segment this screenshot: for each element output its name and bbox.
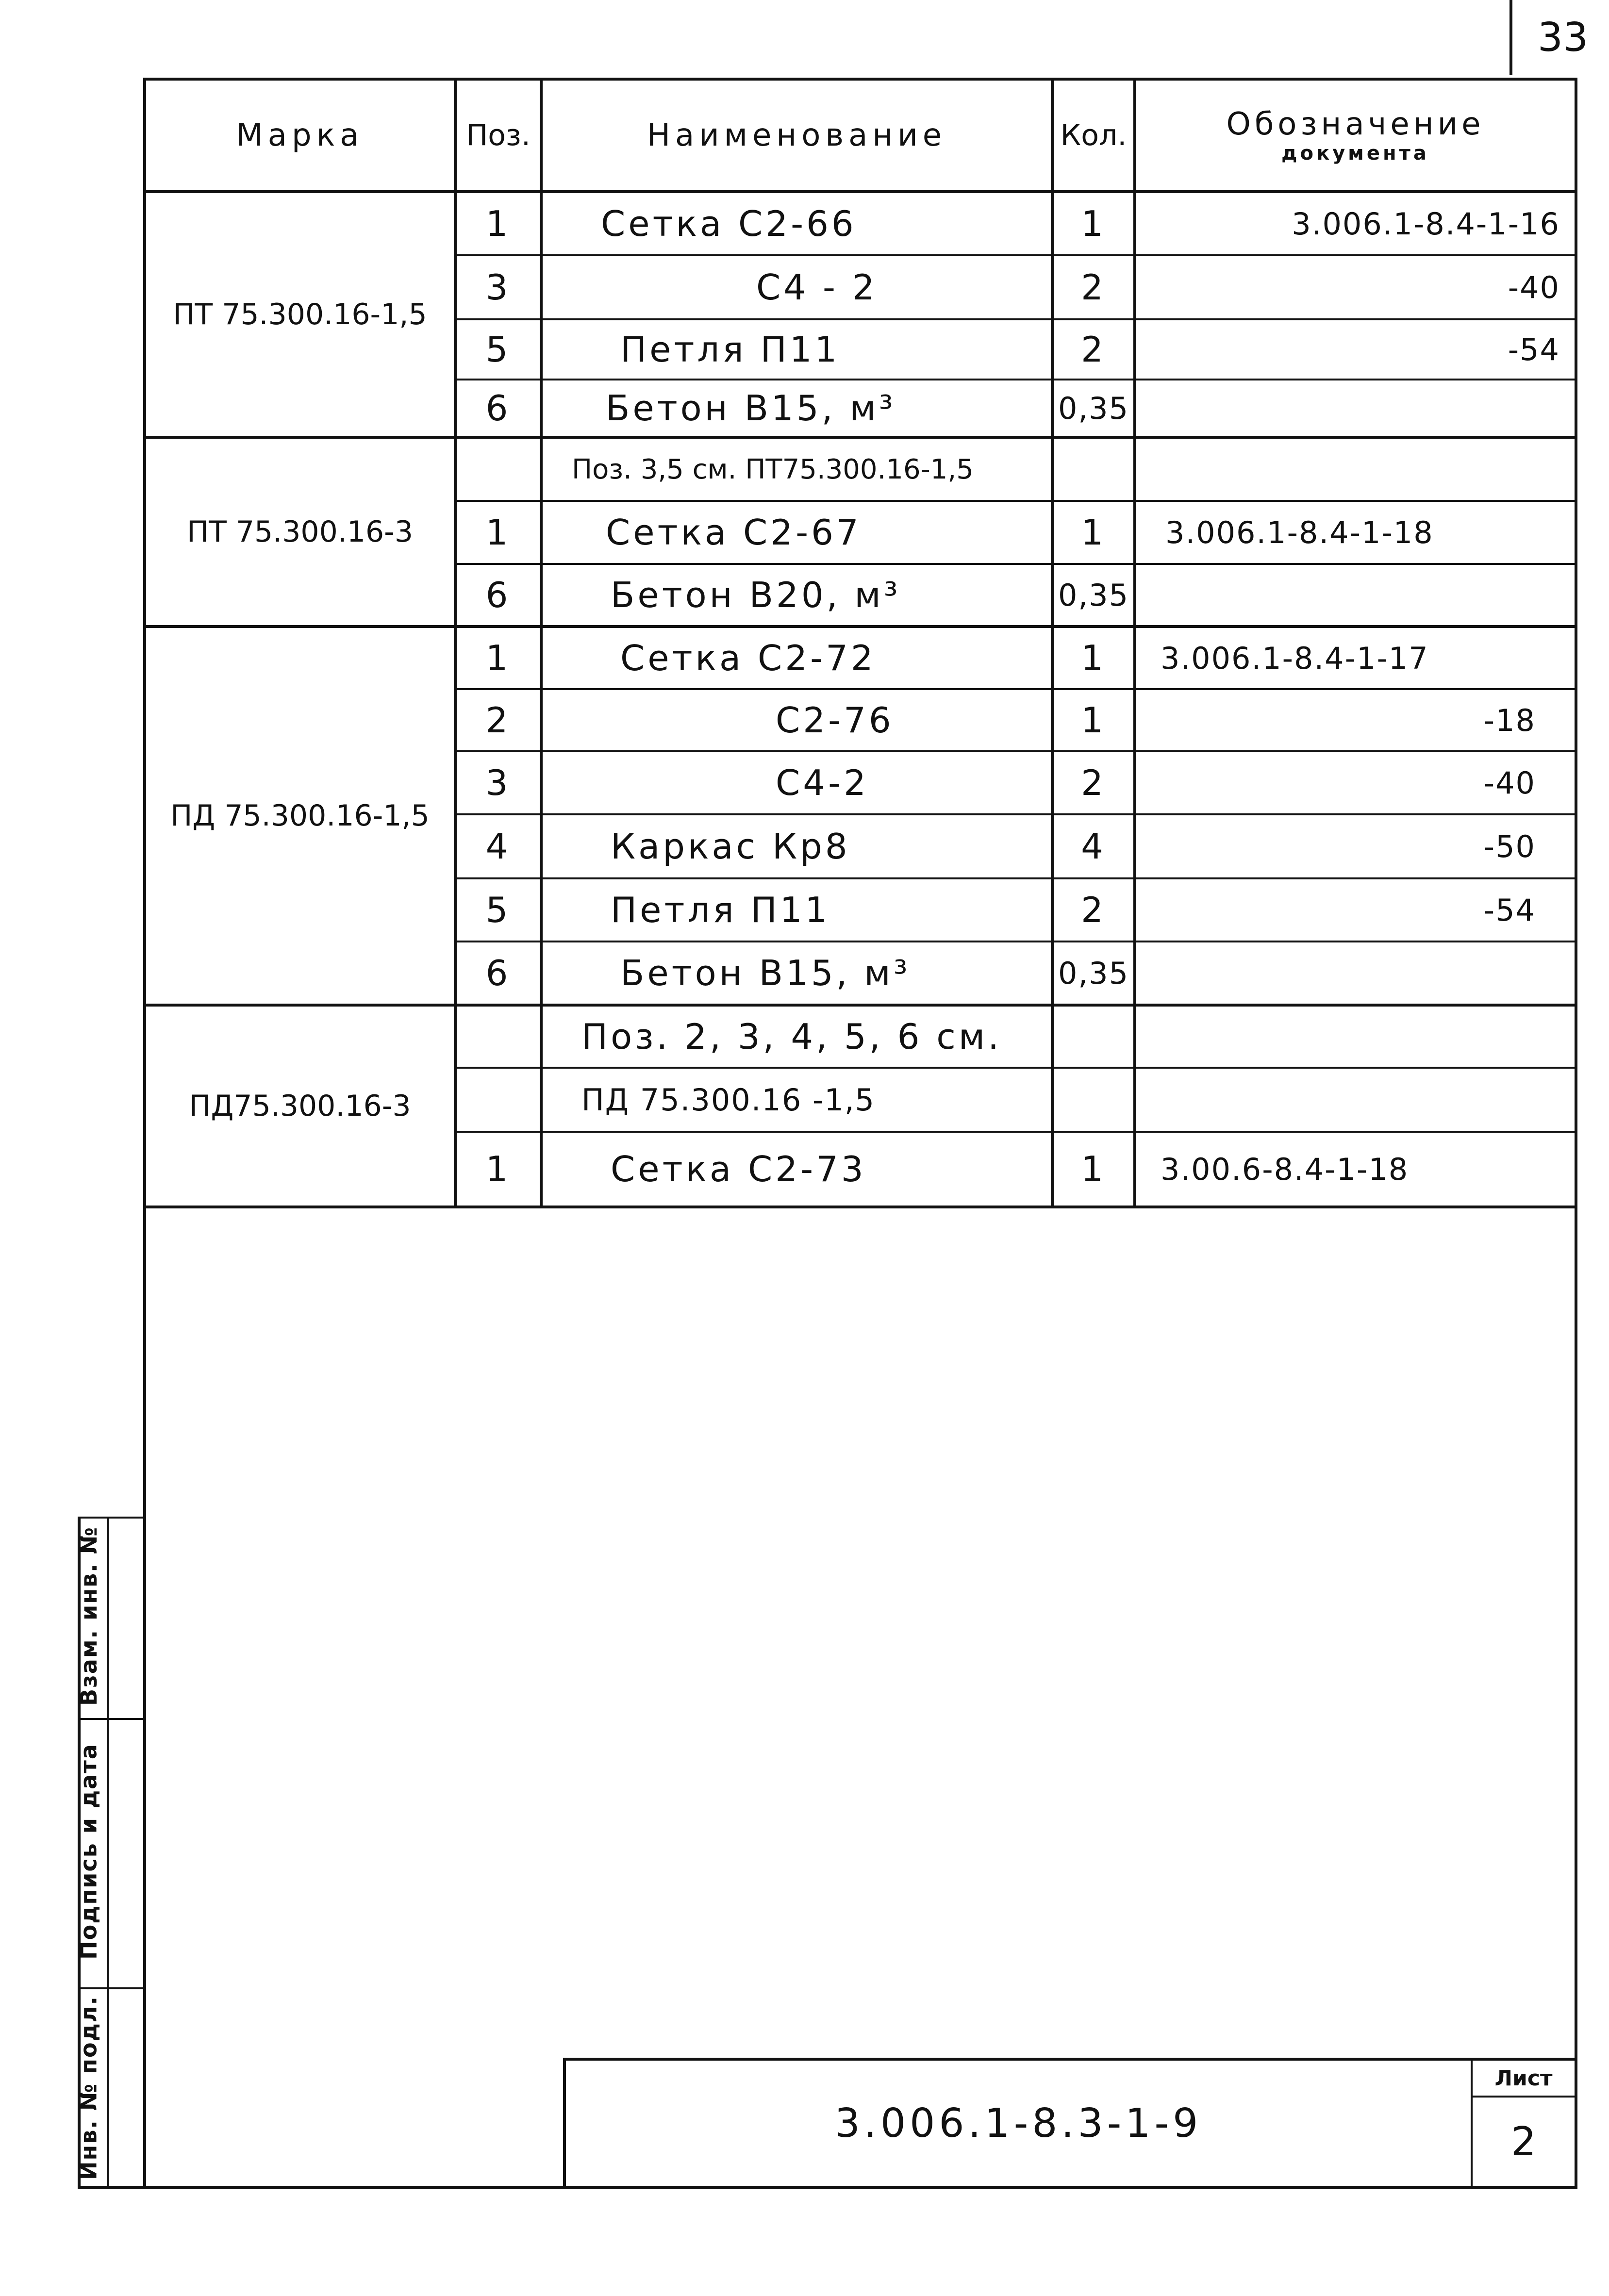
row-poz: 2 — [485, 700, 511, 741]
group-marka: ПД75.300.16-3 — [189, 1089, 411, 1123]
row-name: Бетон В20, м³ — [611, 575, 901, 615]
row-kol: 0,35 — [1058, 577, 1129, 613]
header-oboznachenie-line2: документа — [1281, 142, 1429, 165]
sheet-number: 2 — [1510, 2118, 1537, 2165]
stamp-vzam-label: Взам. инв. № — [76, 1526, 102, 1706]
row-poz: 1 — [485, 512, 511, 553]
row-name: Поз. 2, 3, 4, 5, 6 см. — [581, 1016, 1002, 1057]
group-marka: ПТ 75.300.16-3 — [186, 515, 414, 549]
header-poz: Поз. — [466, 118, 531, 152]
row-poz: 3 — [485, 267, 511, 308]
row-kol: 2 — [1081, 329, 1106, 370]
header-naimenovanie: Наименование — [647, 117, 947, 153]
row-name: С4 - 2 — [756, 267, 878, 308]
row-doc: -54 — [1483, 892, 1536, 928]
row-doc: -54 — [1508, 331, 1560, 367]
frame-bottom — [78, 2186, 1577, 2189]
row-poz: 1 — [485, 638, 511, 678]
row-kol — [1054, 1069, 1133, 1131]
sheet-label: Лист — [1494, 2065, 1553, 2091]
row-doc — [1136, 1069, 1575, 1131]
row-kol: 0,35 — [1058, 390, 1129, 426]
row-kol: 1 — [1081, 1149, 1106, 1189]
row-poz: 6 — [485, 575, 511, 615]
row-doc: -40 — [1508, 269, 1560, 305]
row-doc: 3.00.6-8.4-1-18 — [1161, 1151, 1409, 1187]
row-kol: 2 — [1081, 762, 1106, 803]
group-marka: ПТ 75.300.16-1,5 — [173, 297, 427, 331]
row-doc: 3.006.1-8.4-1-16 — [1292, 206, 1560, 242]
row-kol: 2 — [1081, 890, 1106, 930]
row-poz: 5 — [485, 890, 511, 930]
stamp-podpis-label: Подпись и дата — [75, 1743, 102, 1960]
row-name: Петля П11 — [611, 890, 830, 930]
row-name: С2-76 — [776, 700, 894, 741]
row-poz — [457, 1007, 540, 1067]
doc-code: 3.006.1-8.3-1-9 — [834, 2100, 1202, 2147]
row-kol: 1 — [1081, 638, 1106, 678]
row-kol: 2 — [1081, 267, 1106, 308]
row-poz: 1 — [485, 1149, 511, 1189]
row-poz: 5 — [485, 329, 511, 370]
row-name: Бетон В15, м³ — [620, 953, 911, 993]
row-poz: 6 — [485, 388, 511, 429]
header-marka: Марка — [236, 117, 364, 153]
page-number: 33 — [1537, 15, 1589, 61]
row-name: Петля П11 — [620, 329, 840, 370]
row-doc: -50 — [1483, 828, 1536, 864]
row-poz — [457, 1069, 540, 1131]
row-kol: 4 — [1081, 826, 1106, 867]
row-poz: 3 — [485, 762, 511, 803]
row-doc — [1136, 380, 1575, 436]
row-kol: 1 — [1081, 700, 1106, 741]
row-name: Каркас Кр8 — [611, 826, 850, 867]
row-doc: 3.006.1-8.4-1-17 — [1161, 640, 1429, 676]
header-oboznachenie — [1136, 81, 1575, 190]
group-marka: ПД 75.300.16-1,5 — [170, 799, 430, 833]
row-doc — [1136, 942, 1575, 1004]
row-doc: -18 — [1483, 702, 1536, 738]
row-doc: 3.006.1-8.4-1-18 — [1165, 514, 1434, 550]
row-kol — [1054, 1007, 1133, 1067]
row-kol: 1 — [1081, 203, 1106, 244]
row-doc — [1136, 565, 1575, 625]
row-name: ПД 75.300.16 -1,5 — [581, 1082, 875, 1118]
row-name: Сетка С2-67 — [606, 512, 862, 553]
row-name: С4-2 — [776, 762, 869, 803]
row-poz: 6 — [485, 953, 511, 993]
row-poz — [457, 439, 540, 500]
row-kol — [1054, 439, 1133, 500]
header-kol: Кол. — [1060, 118, 1127, 152]
row-name: Бетон В15, м³ — [606, 388, 896, 429]
row-poz: 4 — [485, 826, 511, 867]
header-oboznachenie-line1: Обозначение — [1226, 106, 1485, 142]
row-name: Сетка С2-72 — [620, 638, 876, 678]
frame-right — [1575, 78, 1577, 2189]
row-doc: -40 — [1483, 765, 1536, 801]
row-kol: 0,35 — [1058, 955, 1129, 991]
row-doc — [1136, 1007, 1575, 1067]
row-name: Сетка С2-73 — [611, 1149, 866, 1189]
row-kol: 1 — [1081, 512, 1106, 553]
row-name: Поз. 3,5 см. ПТ75.300.16-1,5 — [572, 453, 974, 485]
row-name: Сетка С2-66 — [601, 203, 857, 244]
row-doc — [1136, 439, 1575, 500]
row-poz: 1 — [485, 203, 511, 244]
stamp-inv-label: Инв. № подл. — [75, 1996, 102, 2180]
